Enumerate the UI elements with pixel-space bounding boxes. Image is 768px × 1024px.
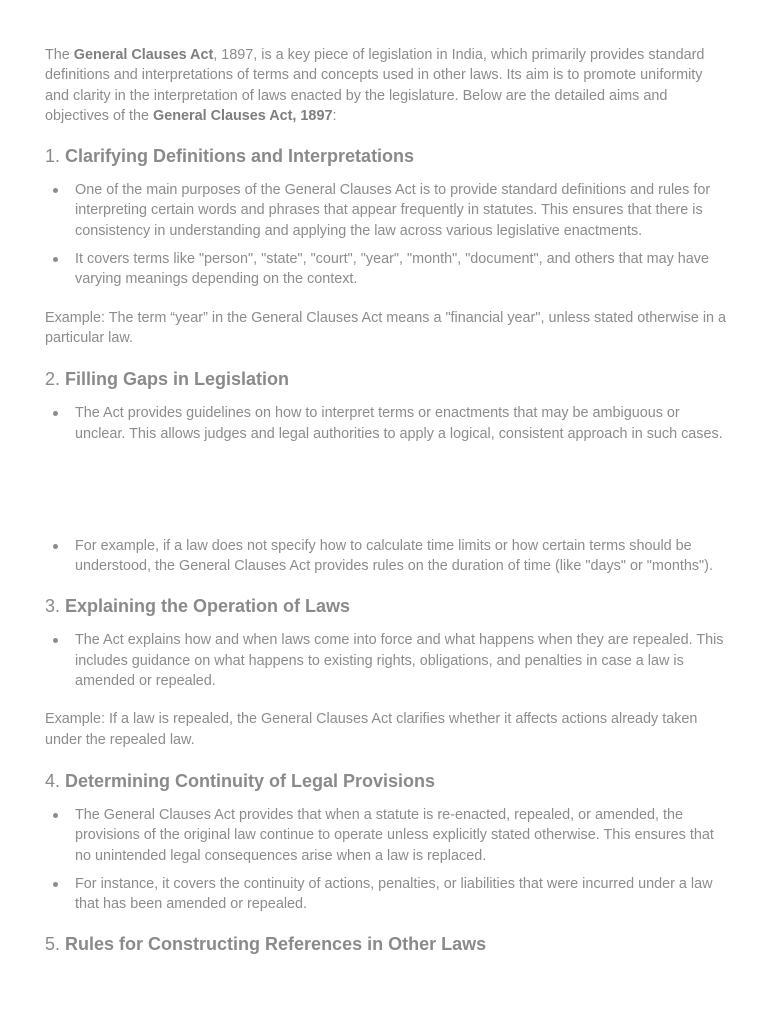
section-3-title: Explaining the Operation of Laws xyxy=(65,596,351,617)
section-3-number: 3. xyxy=(45,596,61,617)
intro-paragraph xyxy=(45,45,727,126)
blank-gap xyxy=(45,452,727,536)
list-item: One of the main purposes of the General Clauses Act is to provide standard definitions and rules for interpreting certain words and phrases that appear frequently in statutes. This ensures that there is consistency in understanding and applying the law across various legislative enactments. xyxy=(45,180,727,241)
section-2-number: 2. xyxy=(45,369,61,390)
intro-text-1: The xyxy=(45,47,74,63)
section-5-number: 5. xyxy=(45,934,61,955)
list-item: The Act provides guidelines on how to interpret terms or enactments that may be ambiguous or unclear. This allows judges and legal authorities to apply a logical, consistent approach in such cases. xyxy=(45,403,727,444)
section-5-title: Rules for Constructing References in Other Laws xyxy=(65,934,487,955)
section-4-heading xyxy=(45,769,727,793)
section-2-list-continued xyxy=(45,536,727,577)
list-item: For instance, it covers the continuity of actions, penalties, or liabilities that were incurred under a law that has been amended or repealed. xyxy=(45,874,727,915)
intro-text-3: : xyxy=(332,107,337,124)
section-1-number: 1. xyxy=(45,146,61,167)
section-3-list xyxy=(45,630,727,691)
section-4-title: Determining Continuity of Legal Provisions xyxy=(65,770,436,791)
section-1-example: Example: The term “year” in the General Clauses Act means a "financial year", unless stated otherwise in a particular law. xyxy=(45,309,727,346)
section-1-list xyxy=(45,180,727,289)
section-5-heading xyxy=(45,932,727,956)
section-4-number: 4. xyxy=(45,770,61,791)
list-item: The Act explains how and when laws come into force and what happens when they are repealed. This includes guidance on what happens to existing rights, obligations, and penalties in case a law is amended or repealed. xyxy=(45,630,727,691)
list-item: For example, if a law does not specify how to calculate time limits or how certain terms should be understood, the General Clauses Act provides rules on the duration of time (like "days" or "months"). xyxy=(45,536,727,577)
list-item: The General Clauses Act provides that when a statute is re-enacted, repealed, or amended, the provisions of the original law continue to operate unless explicitly stated otherwise. This ensures that no unintended legal consequences arise when a law is replaced. xyxy=(45,805,727,866)
intro-text-2: , 1897, is a key piece of legislation in India, which primarily provides standard definitions and interpretations of terms and concepts used in other laws. Its aim is to promote uniformity and clarity in the interpretation of laws enacted by the legislature. Below are the detailed aims and objectives of the xyxy=(45,47,705,124)
section-1-heading xyxy=(45,144,727,168)
section-2-list xyxy=(45,403,727,444)
article xyxy=(45,45,727,968)
intro-act-name: General Clauses Act xyxy=(73,47,214,63)
section-1-title: Clarifying Definitions and Interpretations xyxy=(65,146,415,167)
section-2-title: Filling Gaps in Legislation xyxy=(65,369,290,390)
section-3-heading xyxy=(45,594,727,618)
intro-act-full-name: General Clauses Act, 1897 xyxy=(153,107,333,124)
section-3-example: Example: If a law is repealed, the General Clauses Act clarifies whether it affects actions already taken under the repealed law. xyxy=(45,711,698,748)
section-4-list xyxy=(45,805,727,914)
section-2-heading xyxy=(45,367,727,391)
list-item: It covers terms like "person", "state", "court", "year", "month", "document", and others that may have varying meanings depending on the context. xyxy=(45,249,727,290)
